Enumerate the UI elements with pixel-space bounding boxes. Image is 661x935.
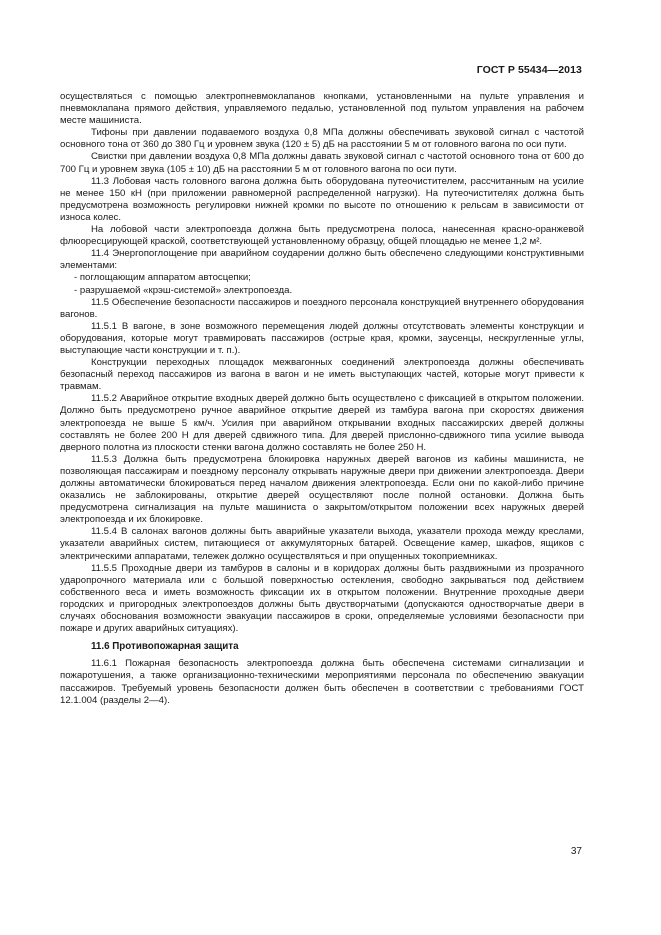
paragraph: Конструкции переходных площадок межвагонных соединений электропоезда должны обеспечивать безопасный переход пассажиров из вагона в вагон и не иметь выступающих частей, которые могут привести к травмам. (60, 357, 584, 393)
paragraph-11-5-5: 11.5.5 Проходные двери из тамбуров в салоны и в коридорах должны быть раздвижными из прозрачного ударопрочного материала или с большой поверхностью остекления, свободно закрываться под действием собственного веса и иметь возможность фиксации их в открытом положении. Внутренние проходные двери городских и пригородных электропоездов должны быть двустворчатыми (допускаются одностворчатые двери в случаях обоснования возможности эвакуации пассажиров в сроки, определяемые условиями безопасности при пожаре и других аварийных ситуациях). (60, 562, 584, 635)
standard-designation: ГОСТ Р 55434—2013 (476, 64, 582, 76)
paragraph-11-5-3: 11.5.3 Должна быть предусмотрена блокировка наружных дверей вагонов из кабины машиниста, не позволяющая пассажирам и поездному персоналу открывать наружные двери при движении электропоезда. Двери должны автоматически блокироваться перед началом движения электропоезда. Если они по какой-либо причине оказались не заблокированы, открытие дверей осуществляют после полной остановки. Должна быть предусмотрена сигнализация на пульте машиниста о закрытом/открытом положении всех наружных дверей электропоезда и их блокировке. (60, 453, 584, 526)
paragraph: На лобовой части электропоезда должна быть предусмотрена полоса, нанесенная красно-оранжевой флюоресцирующей краской, соответствующей установленному образцу, общей площадью не менее 1,2 м². (60, 224, 584, 248)
list-item: - поглощающим аппаратом автосцепки; (74, 272, 251, 284)
paragraph: Тифоны при давлении подаваемого воздуха 0,8 МПа должны обеспечивать звуковой сигнал с частотой основного тона от 360 до 380 Гц и уровнем звука (120 ± 5) дБ на расстоянии 5 м от головного вагона по оси пути. (60, 127, 584, 151)
paragraph-11-5-2: 11.5.2 Аварийное открытие входных дверей должно быть осуществлено с фиксацией в открытом положении. Должно быть предусмотрено ручное аварийное открытие дверей из тамбура вагона при скоростях движения электропоезда не выше 5 км/ч. Усилия при аварийном открывании входных пассажирских дверей должны составлять не более 200 Н для дверей сдвижного типа. Для дверей прислонно-сдвижного типа усилие вывода дверного полотна из плоскости стенки вагона должно составлять не более 250 Н. (60, 393, 584, 453)
paragraph-11-4: 11.4 Энергопоглощение при аварийном соударении должно быть обеспечено следующими конструктивными элементами: (60, 248, 584, 272)
list-item: - разрушаемой «крэш-системой» электропоезда. (74, 284, 293, 296)
paragraph-11-5: 11.5 Обеспечение безопасности пассажиров и поездного персонала конструкцией внутреннего оборудования вагонов. (60, 296, 584, 320)
body-text (60, 91, 584, 707)
section-heading: 11.6 Противопожарная защита (91, 641, 239, 653)
paragraph-11-5-1: 11.5.1 В вагоне, в зоне возможного перемещения людей должны отсутствовать элементы конструкции и оборудования, которые могут травмировать пассажиров (острые края, кромки, заусенцы, нескругленные углы, выступающие части конструкции и т. п.). (60, 320, 584, 356)
paragraph-11-5-4: 11.5.4 В салонах вагонов должны быть аварийные указатели выхода, указатели прохода между креслами, указатели аварийных систем, питающиеся от аккумуляторных батарей. Освещение камер, шкафов, ящиков с электрическими аппаратами, тележек должно осуществляться и при опущенных токоприемниках. (60, 526, 584, 562)
paragraph-11-6-1: 11.6.1 Пожарная безопасность электропоезда должна быть обеспечена системами сигнализации и пожаротушения, а также организационно-техническими мероприятиями персонала по обеспечению эвакуации пассажиров. Требуемый уровень безопасности должен быть обеспечен в соответствии с требованиями ГОСТ 12.1.004 (разделы 2—4). (60, 658, 584, 706)
page-number: 37 (570, 846, 582, 857)
paragraph: осуществляться с помощью электропневмоклапанов кнопками, установленными на пульте управления и пневмоклапана прямого действия, управляемого педалью, установленной под пультом управления на рабочем месте машиниста. (60, 91, 584, 127)
paragraph-11-3: 11.3 Лобовая часть головного вагона должна быть оборудована путеочистителем, рассчитанным на усилие не менее 150 кН (при приложении равномерной распределенной нагрузки). На путеочистителях должна быть предусмотрена возможность регулировки нижней кромки по высоте по отношению к рельсам в зависимости от износа колес. (60, 175, 584, 223)
paragraph: Свистки при давлении воздуха 0,8 МПа должны давать звуковой сигнал с частотой основного тона от 600 до 700 Гц и уровнем звука (105 ± 10) дБ на расстоянии 5 м от головного вагона по оси пути. (60, 151, 584, 175)
